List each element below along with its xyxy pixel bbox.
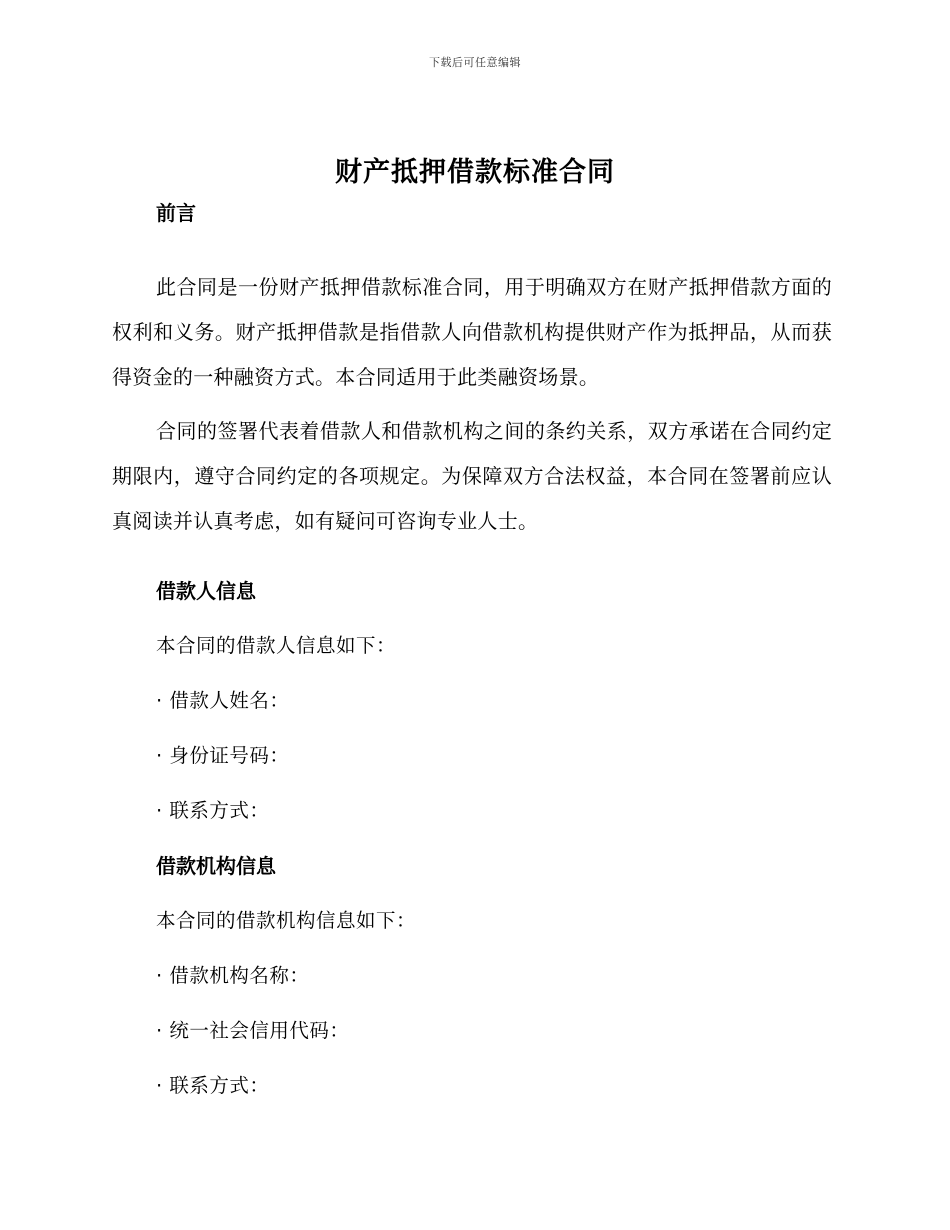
preface-heading: 前言 <box>156 201 196 225</box>
borrower-name-field: · 借款人姓名： <box>156 689 290 712</box>
header-note: 下载后可任意编辑 <box>429 56 521 69</box>
borrower-intro: 本合同的借款人信息如下： <box>156 634 397 657</box>
lender-contact-field: · 联系方式： <box>156 1074 270 1097</box>
borrower-heading: 借款人信息 <box>156 579 256 603</box>
document-title: 财产抵押借款标准合同 <box>335 157 615 188</box>
borrower-contact-field: · 联系方式： <box>156 799 270 822</box>
lender-heading: 借款机构信息 <box>156 854 276 878</box>
lender-name-field: · 借款机构名称： <box>156 964 310 987</box>
preface-paragraph: 合同的签署代表着借款人和借款机构之间的条约关系，双方承诺在合同约定期限内，遵守合同约定的各项规定。为保障双方合法权益，本合同在签署前应认真阅读并认真考虑，如有疑问可咨询专业人士。 <box>112 419 832 533</box>
borrower-id-field: · 身份证号码： <box>156 744 290 767</box>
lender-credit-code-field: · 统一社会信用代码： <box>156 1019 350 1042</box>
document-body <box>112 196 832 1103</box>
preface-paragraph: 此合同是一份财产抵押借款标准合同，用于明确双方在财产抵押借款方面的权利和义务。财产抵押借款是指借款人向借款机构提供财产作为抵押品，从而获得资金的一种融资方式。本合同适用于此类融资场景。 <box>112 275 832 389</box>
lender-intro: 本合同的借款机构信息如下： <box>156 909 417 932</box>
